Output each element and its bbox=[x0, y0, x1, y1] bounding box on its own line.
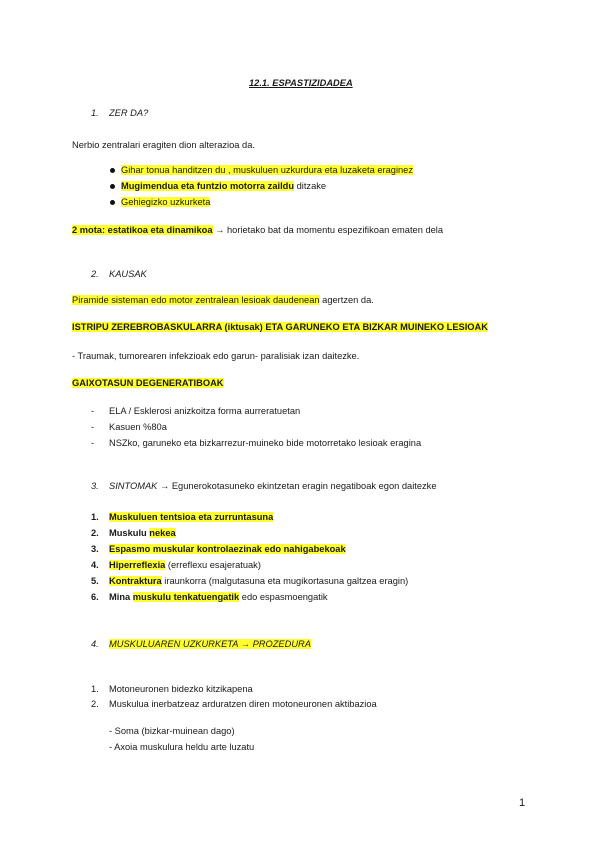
section-1-number: 1. bbox=[91, 108, 99, 118]
symptom-number: 3. bbox=[91, 544, 99, 554]
procedure-number: 2. bbox=[91, 699, 99, 709]
bullet-dot bbox=[110, 184, 115, 189]
bullet-item-2: Mugimendua eta funtzio motorra zaildu ditzake bbox=[121, 181, 327, 191]
dash-marker: - bbox=[91, 406, 95, 416]
symptom-number: 2. bbox=[91, 528, 99, 538]
page-title: 12.1. ESPASTIZIDADEA bbox=[249, 78, 353, 88]
symptom-item: Hiperreflexia (erreflexu esajeratuak) bbox=[109, 560, 261, 570]
section-2-subheading-1: ISTRIPU ZEREBROBASKULARRA (iktusak) ETA GARUNEKO ETA BIZKAR MUINEKO LESIOAK bbox=[72, 322, 488, 332]
dash-item-1: ELA / Esklerosi anizkoitza forma aurreratuetan bbox=[109, 406, 301, 416]
dash-marker: - bbox=[91, 422, 95, 432]
section-2-subheading-2: GAIXOTASUN DEGENERATIBOAK bbox=[72, 378, 224, 388]
section-3-heading: SINTOMAK → Egunerokotasuneko ekintzetan eragin negatiboak egon daitezke bbox=[109, 481, 437, 491]
section-4-number: 4. bbox=[91, 639, 99, 649]
section-3-number: 3. bbox=[91, 481, 99, 491]
bullet-dot bbox=[110, 200, 115, 205]
symptom-item: Kontraktura iraunkorra (malgutasuna eta mugikortasuna galtzea eragin) bbox=[109, 576, 409, 586]
bullet-item-1: Gihar tonua handitzen du , muskuluen uzkurdura eta luzaketa eraginez bbox=[121, 165, 414, 175]
dash-item-2: Kasuen %80a bbox=[109, 422, 167, 432]
symptom-number: 6. bbox=[91, 592, 99, 602]
section-2-paragraph-2: - Traumak, tumorearen infekzioak edo garun- paralisiak izan daitezke. bbox=[72, 351, 360, 361]
procedure-sub-item-2: - Axoia muskulura heldu arte luzatu bbox=[109, 742, 255, 752]
bullet-item-3: Gehiegizko uzkurketa bbox=[121, 197, 211, 207]
section-1-heading: ZER DA? bbox=[109, 108, 149, 118]
symptom-number: 1. bbox=[91, 512, 99, 522]
section-2-number: 2. bbox=[91, 269, 99, 279]
dash-item-3: NSZko, garuneko eta bizkarrezur-muineko bide motorretako lesioak eragina bbox=[109, 438, 422, 448]
symptom-item: Espasmo muskular kontrolaezinak edo nahigabekoak bbox=[109, 544, 346, 554]
symptom-item: Muskuluen tentsioa eta zurruntasuna bbox=[109, 512, 274, 522]
section-2-paragraph-1: Piramide sisteman edo motor zentralean lesioak daudenean agertzen da. bbox=[72, 295, 374, 305]
symptom-number: 5. bbox=[91, 576, 99, 586]
procedure-number: 1. bbox=[91, 684, 99, 694]
symptom-number: 4. bbox=[91, 560, 99, 570]
procedure-item-2: Muskulua inerbatzeaz arduratzen diren motoneuronen aktibazioa bbox=[109, 699, 377, 709]
section-1-types: 2 mota: estatikoa eta dinamikoa → horietako bat da momentu espezifikoan ematen dela bbox=[72, 225, 444, 235]
procedure-item-1: Motoneuronen bidezko kitzikapena bbox=[109, 684, 253, 694]
bullet-dot bbox=[110, 168, 115, 173]
section-2-heading: KAUSAK bbox=[109, 269, 147, 279]
procedure-sub-item-1: - Soma (bizkar-muinean dago) bbox=[109, 726, 235, 736]
page-number: 1 bbox=[519, 797, 526, 809]
section-1-intro: Nerbio zentralari eragiten dion alterazioa da. bbox=[72, 140, 255, 150]
symptom-item: Muskulu nekea bbox=[109, 528, 176, 538]
dash-marker: - bbox=[91, 438, 95, 448]
section-4-heading: MUSKULUAREN UZKURKETA → PROZEDURA bbox=[109, 639, 311, 649]
symptom-item: Mina muskulu tenkatuengatik edo espasmoengatik bbox=[109, 592, 328, 602]
